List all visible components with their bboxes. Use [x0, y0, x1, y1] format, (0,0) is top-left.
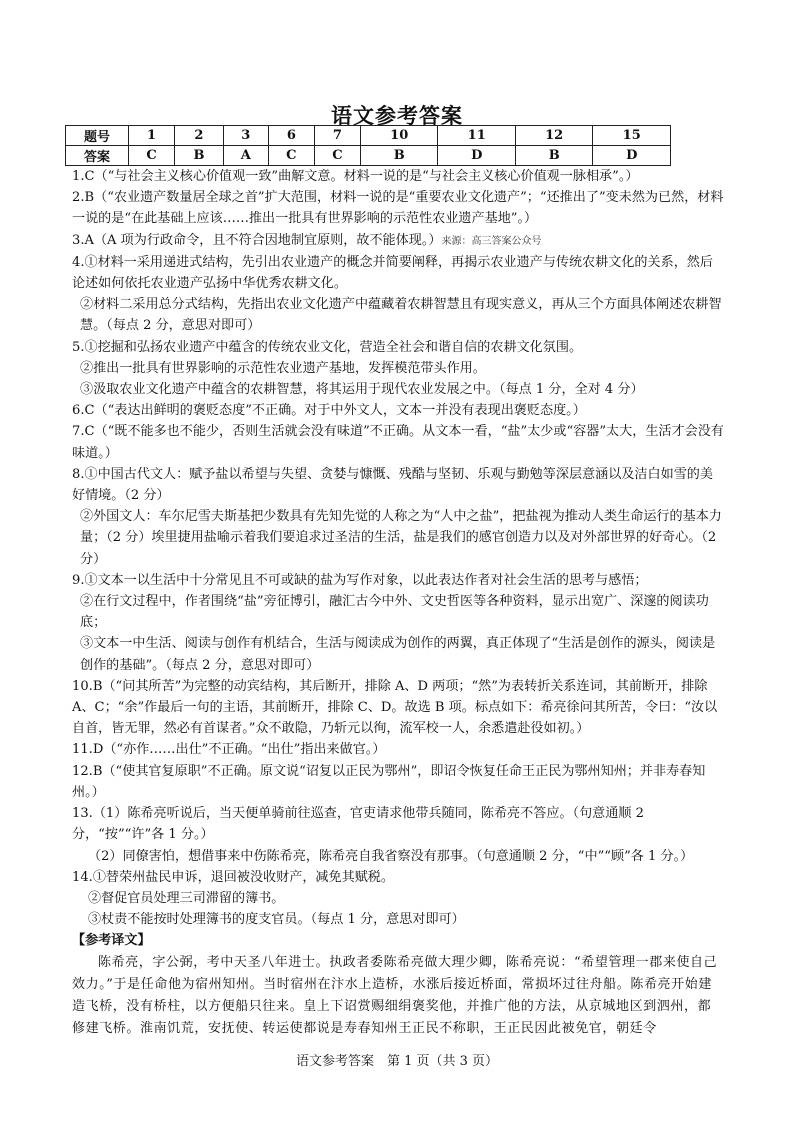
- question-number: 2: [175, 126, 224, 146]
- answer-q9-point2: ②在行文过程中，作者围绕“盐”旁征博引，融汇古今中外、文史哲医等各种资料，显示出宽广、深邃的阅读功底；: [80, 594, 709, 631]
- answer-q5-point1: 5.①挖掘和弘扬农业遗产中蕴含的传统农业文化，营造全社会和谐自信的农耕文化氛围。: [72, 339, 583, 355]
- answer-q3: [72, 230, 724, 252]
- question-number: 11: [438, 126, 515, 146]
- page-footer: 语文参考答案 第 1 页（共 3 页）: [295, 1054, 499, 1069]
- answer-q9-point3: ③文本一中生活、阅读与创作有机结合，生活与阅读成为创作的两翼，真正体现了“生活是创作的源头，阅读是创作的基础”。（每点 2 分，意思对即可）: [80, 636, 716, 673]
- row-label-question: 题号: [66, 126, 129, 146]
- answer-q9-point1: 9.①文本一以生活中十分常见且不可或缺的盐为写作对象，以此表达作者对社会生活的思考与感悟；: [72, 572, 648, 588]
- answer-q3-text: 3.A（A 项为行政命令，且不符合因地制宜原则，故不能体现。）: [72, 232, 442, 248]
- answer-cell: C: [268, 146, 314, 166]
- answer-q1: 1.C（“与社会主义核心价值观一致”曲解文意。材料一说的是“与社会主义核心价值观一脉相承”。）: [72, 169, 639, 184]
- question-number: 7: [314, 126, 360, 146]
- answer-q7: 7.C（“既不能多也不能少，否则生活就会没有味道”不正确。从文本一看，“盐”太少或“容器”太大，生活才会没有味道。）: [72, 424, 724, 461]
- answer-body: [72, 166, 724, 1040]
- answer-q8-point1: 8.①中国古代文人：赋予盐以希望与失望、贪婪与慷慨、残酷与坚韧、乐观与勤勉等深层意涵以及洁白如雪的美好情境。（2 分）: [72, 466, 713, 504]
- answer-cell: D: [438, 146, 515, 166]
- answer-cell: D: [593, 146, 671, 166]
- answer-cell: B: [515, 146, 592, 166]
- answer-q2: 2.B（“农业遗产数量居全球之首”扩大范围，材料一说的是“重要农业文化遗产”；“还推出了”变未然为已然，材料一说的是“在此基础上应该……推出一批具有世界影响的示范性农业遗产基地”。）: [72, 190, 724, 227]
- source-note: 来源：高三答案公众号: [441, 235, 542, 247]
- question-number: 1: [129, 126, 175, 146]
- answer-q14-point3: ③杖责不能按时处理簿书的度支官员。（每点 1 分，意思对即可）: [88, 912, 465, 928]
- answer-q13-part2: （2）同僚害怕，想借事来中伤陈希亮，陈希亮自我省察没有那事。（句意通顺 2 分，“中”“顾”各 1 分。）: [88, 848, 694, 864]
- answer-cell: A: [223, 146, 268, 166]
- answer-table: [65, 125, 671, 166]
- answer-cell: C: [314, 146, 360, 166]
- answer-q11: 11.D（“亦作……出仕”不正确。“出仕”指出来做官。）: [72, 742, 386, 758]
- question-number: 12: [515, 126, 592, 146]
- answer-cell: C: [129, 146, 175, 166]
- question-number: 10: [360, 126, 437, 146]
- question-number: 6: [268, 126, 314, 146]
- reference-translation-text: 陈希亮，字公弼，考中天圣八年进士。执政者委陈希亮做大理少卿，陈希亮说：“希望管理一郡来使自己效力。”于是任命他为宿州知州。当时宿州在汴水上造桥，水涨后接近桥面，常损坏过往舟船。陈希亮开始建造飞桥，没有桥柱，以方便船只往来。皇上下诏赏赐细绢褒奖他，并推广他的方法，从京城地区到泗州，都修建飞桥。淮南饥荒，安抚使、转运使都说是寿春知州王正民不称职，王正民因此被免官，朝廷令: [72, 954, 718, 1036]
- answer-q6: 6.C（“表达出鲜明的褒贬态度”不正确。对于中外文人，文本一并没有表现出褒贬态度。）: [72, 403, 586, 419]
- answer-q12: 12.B（“使其官复原职”不正确。原文说“诏复以正民为鄂州”，即诏令恢复任命王正民为鄂州知州；并非寿春知州。）: [72, 763, 706, 800]
- answer-q14-point2: ②督促官员处理三司滞留的簿书。: [88, 890, 285, 906]
- answer-cell: B: [175, 146, 224, 166]
- answer-q14-point1: 14.①替荣州盐民申诉，退回被没收财产，减免其赋税。: [72, 869, 394, 885]
- answer-q13-part1: 13.（1）陈希亮听说后，当天便单骑前往巡查，官吏请求他带兵随同，陈希亮不答应。（句意通顺 2 分，“按”“许”各 1 分。）: [72, 806, 644, 843]
- question-number-row: [66, 126, 671, 146]
- answer-q8-point2: ②外国文人：车尔尼雪夫斯基把少数具有先知先觉的人称之为“人中之盐”，把盐视为推动人类生命运行的基本力量；（2 分）埃里捷用盐喻示着我们要追求过圣洁的生活，盐是我们的感官创造力以及对外部世界的好奇心。（2 分）: [80, 509, 722, 567]
- answer-cell: B: [360, 146, 437, 166]
- row-label-answer: 答案: [66, 146, 129, 166]
- answer-q4-point1: 4.①材料一采用递进式结构，先引出农业遗产的概念并简要阐释，再揭示农业遗产与传统农耕文化的关系，然后论述如何依托农业遗产弘扬中华优秀农耕文化。: [72, 254, 713, 292]
- answer-q5-point2: ②推出一批具有世界影响的示范性农业遗产基地，发挥模范带头作用。: [80, 360, 486, 376]
- answer-q4-point2: ②材料二采用总分式结构，先指出农业文化遗产中蕴藏着农耕智慧且有现实意义，再从三个方面具体阐述农耕智慧。（每点 2 分，意思对即可）: [80, 297, 722, 334]
- question-number: 3: [223, 126, 268, 146]
- question-number: 15: [593, 126, 671, 146]
- answer-q5-point3: ③汲取农业文化遗产中蕴含的农耕智慧，将其运用于现代农业发展之中。（每点 1 分，全对 4 分）: [80, 382, 644, 398]
- answer-row: [66, 146, 671, 166]
- answer-q10: 10.B（“问其所苦”为完整的动宾结构，其后断开，排除 A、D 两项；“然”为表转折关系连词，其前断开，排除 A、C；“余”作最后一句的主语，其前断开，排除 C、D。故选 B 项。标点如下：希亮徐问其所苦，令曰：“汝以自首，皆无罪，然必有首谋者。”众不敢隐，乃斩元以徇，流军校一人，余悉遣赴役如初。）: [72, 678, 718, 737]
- page-title: 语文参考答案: [331, 103, 463, 128]
- reference-translation-heading: 【参考译文】: [72, 933, 151, 949]
